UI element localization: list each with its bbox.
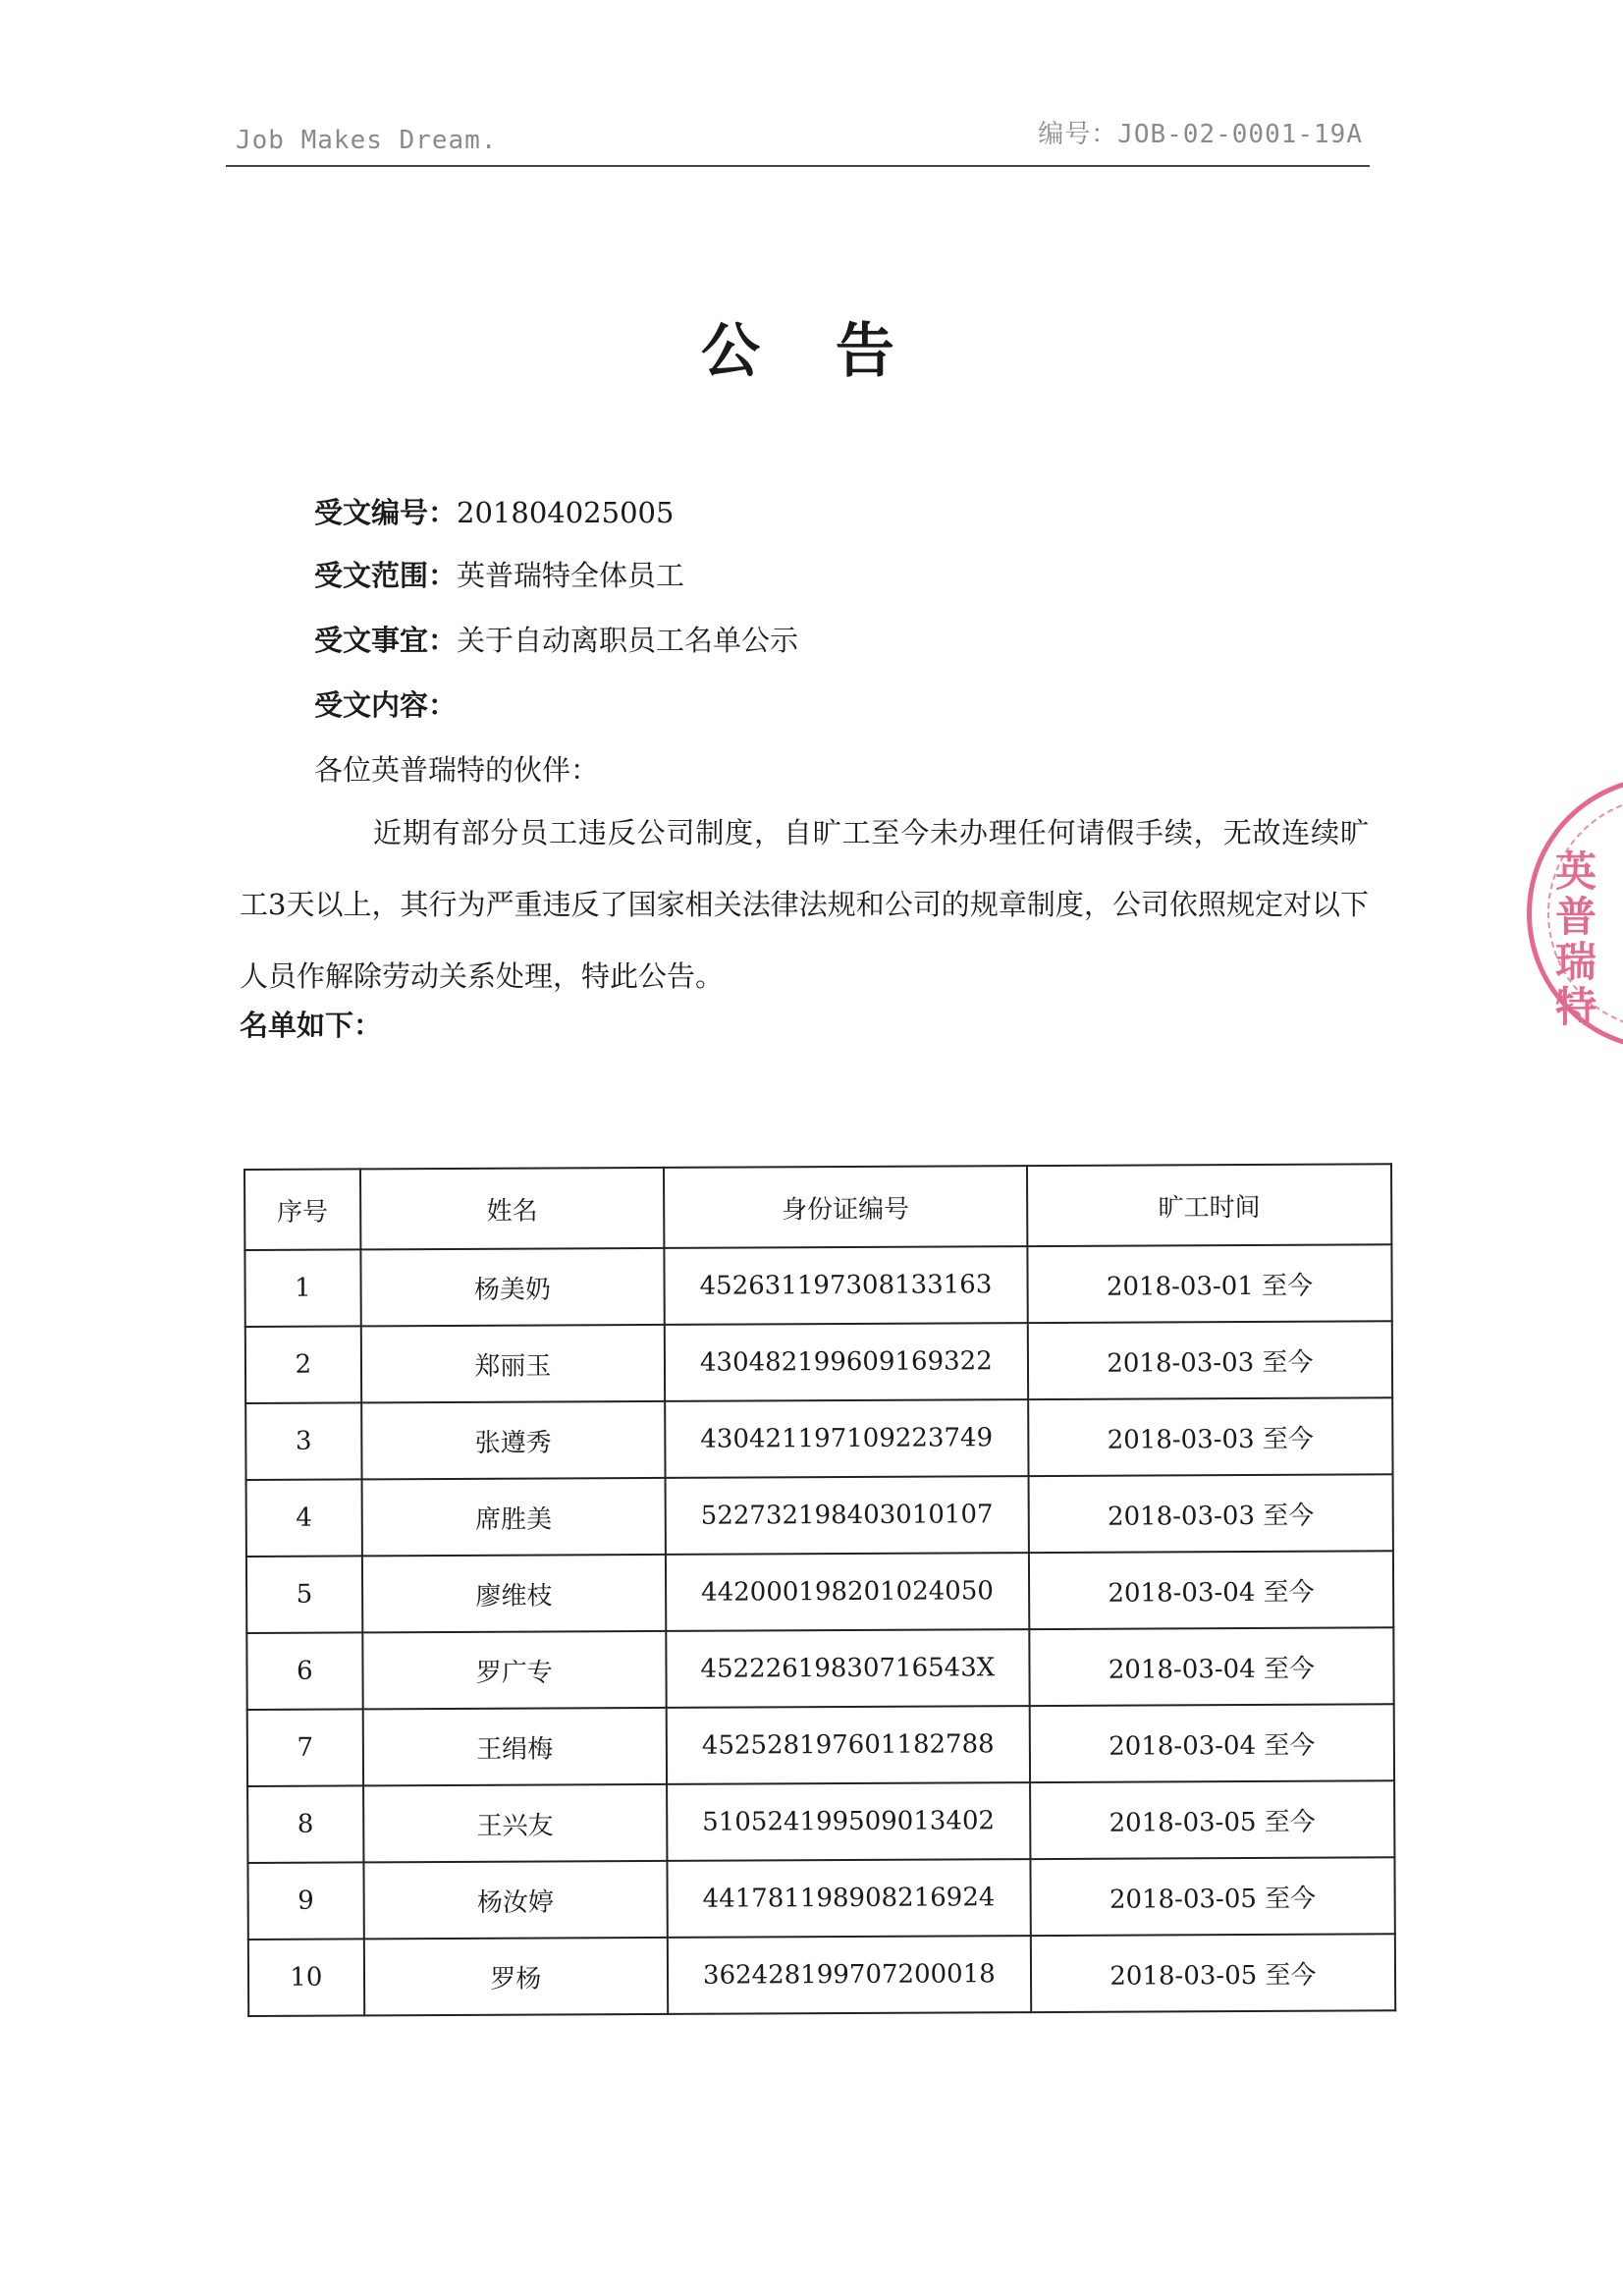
- cell-index: 1: [244, 1249, 360, 1327]
- cell-name: 杨美奶: [360, 1248, 665, 1327]
- cell-index: 6: [246, 1632, 362, 1710]
- table-row: [248, 1934, 1395, 2016]
- table-header-row: [244, 1164, 1391, 1250]
- table-row: [246, 1627, 1393, 1710]
- table-row: [246, 1474, 1393, 1557]
- employee-table: [243, 1163, 1396, 2017]
- cell-index: 8: [247, 1785, 363, 1863]
- cell-id-number: 362428199707200018: [668, 1936, 1031, 2014]
- header-absence-date: 旷工时间: [1027, 1164, 1392, 1246]
- greeting: 各位英普瑞特的伙伴：: [314, 753, 600, 787]
- meta-label: 受文编号：: [314, 496, 458, 529]
- cell-name: 杨汝婷: [363, 1861, 668, 1940]
- cell-name: 张遵秀: [361, 1401, 666, 1480]
- company-seal: [1527, 776, 1623, 1051]
- header-id-number: 身份证编号: [664, 1166, 1027, 1248]
- page-title: 公 告: [701, 317, 922, 386]
- cell-id-number: 452528197601182788: [667, 1706, 1030, 1784]
- body-paragraph: 近期有部分员工违反公司制度，自旷工至今未办理任何请假手续，无故连续旷工3天以上，其行为严重违反了国家相关法律法规和公司的规章制度，公司依照规定对以下人员作解除劳动关系处理，特此公告。: [240, 816, 1369, 993]
- cell-index: 7: [247, 1709, 363, 1786]
- header-name: 姓名: [360, 1168, 665, 1250]
- meta-label: 受文内容：: [314, 688, 458, 722]
- cell-id-number: 452631197308133163: [664, 1246, 1027, 1325]
- meta-doc-number: [314, 491, 674, 531]
- cell-name: 廖维枝: [362, 1555, 667, 1633]
- cell-name: 王绢梅: [362, 1708, 667, 1786]
- document-code: 编号：JOB-02-0001-19A: [1038, 120, 1363, 149]
- cell-index: 4: [246, 1479, 362, 1557]
- header-divider: [226, 165, 1370, 167]
- cell-absence-date: 2018-03-03 至今: [1028, 1321, 1393, 1399]
- cell-absence-date: 2018-03-03 至今: [1028, 1474, 1393, 1553]
- table-row: [247, 1704, 1394, 1786]
- meta-value: 英普瑞特全体员工: [457, 559, 685, 592]
- meta-subject: [314, 619, 798, 659]
- cell-absence-date: 2018-03-01 至今: [1027, 1244, 1392, 1323]
- cell-absence-date: 2018-03-05 至今: [1031, 1934, 1396, 2012]
- cell-name: 罗广专: [362, 1631, 667, 1710]
- meta-value: 关于自动离职员工名单公示: [457, 624, 799, 657]
- cell-index: 2: [245, 1326, 361, 1403]
- cell-absence-date: 2018-03-04 至今: [1029, 1627, 1394, 1706]
- cell-id-number: 442000198201024050: [666, 1553, 1029, 1631]
- table-row: [247, 1857, 1394, 1940]
- cell-name: 郑丽玉: [361, 1325, 666, 1403]
- table-row: [245, 1321, 1392, 1403]
- cell-absence-date: 2018-03-03 至今: [1028, 1397, 1393, 1476]
- cell-name: 罗杨: [364, 1938, 669, 2016]
- table-row: [245, 1397, 1392, 1480]
- cell-absence-date: 2018-03-04 至今: [1029, 1704, 1394, 1782]
- cell-name: 席胜美: [361, 1478, 666, 1557]
- cell-absence-date: 2018-03-05 至今: [1030, 1857, 1395, 1936]
- meta-label: 受文范围：: [314, 559, 458, 592]
- cell-absence-date: 2018-03-05 至今: [1030, 1780, 1395, 1859]
- cell-index: 10: [248, 1939, 364, 2016]
- cell-name: 王兴友: [363, 1784, 668, 1863]
- table-row: [247, 1780, 1394, 1863]
- meta-content: [314, 683, 457, 724]
- cell-id-number: 430482199609169322: [665, 1323, 1028, 1401]
- cell-id-number: 522732198403010107: [666, 1476, 1029, 1555]
- meta-scope: [314, 554, 684, 594]
- cell-id-number: 441781198908216924: [667, 1859, 1030, 1938]
- meta-label: 受文事宜：: [314, 624, 458, 657]
- cell-id-number: 430421197109223749: [665, 1399, 1028, 1478]
- cell-index: 5: [246, 1556, 362, 1633]
- header-slogan: Job Makes Dream.: [236, 126, 498, 155]
- cell-index: 9: [247, 1862, 363, 1940]
- cell-id-number: 510524199509013402: [667, 1782, 1030, 1861]
- cell-id-number: 45222619830716543X: [666, 1629, 1029, 1708]
- cell-index: 3: [245, 1402, 361, 1480]
- table-row: [244, 1244, 1391, 1327]
- meta-value: 201804025005: [457, 496, 675, 529]
- header-index: 序号: [244, 1169, 360, 1250]
- list-label: 名单如下：: [240, 1009, 383, 1042]
- table-row: [246, 1551, 1393, 1633]
- cell-absence-date: 2018-03-04 至今: [1029, 1551, 1394, 1629]
- seal-text: 英普瑞特: [1549, 849, 1597, 1030]
